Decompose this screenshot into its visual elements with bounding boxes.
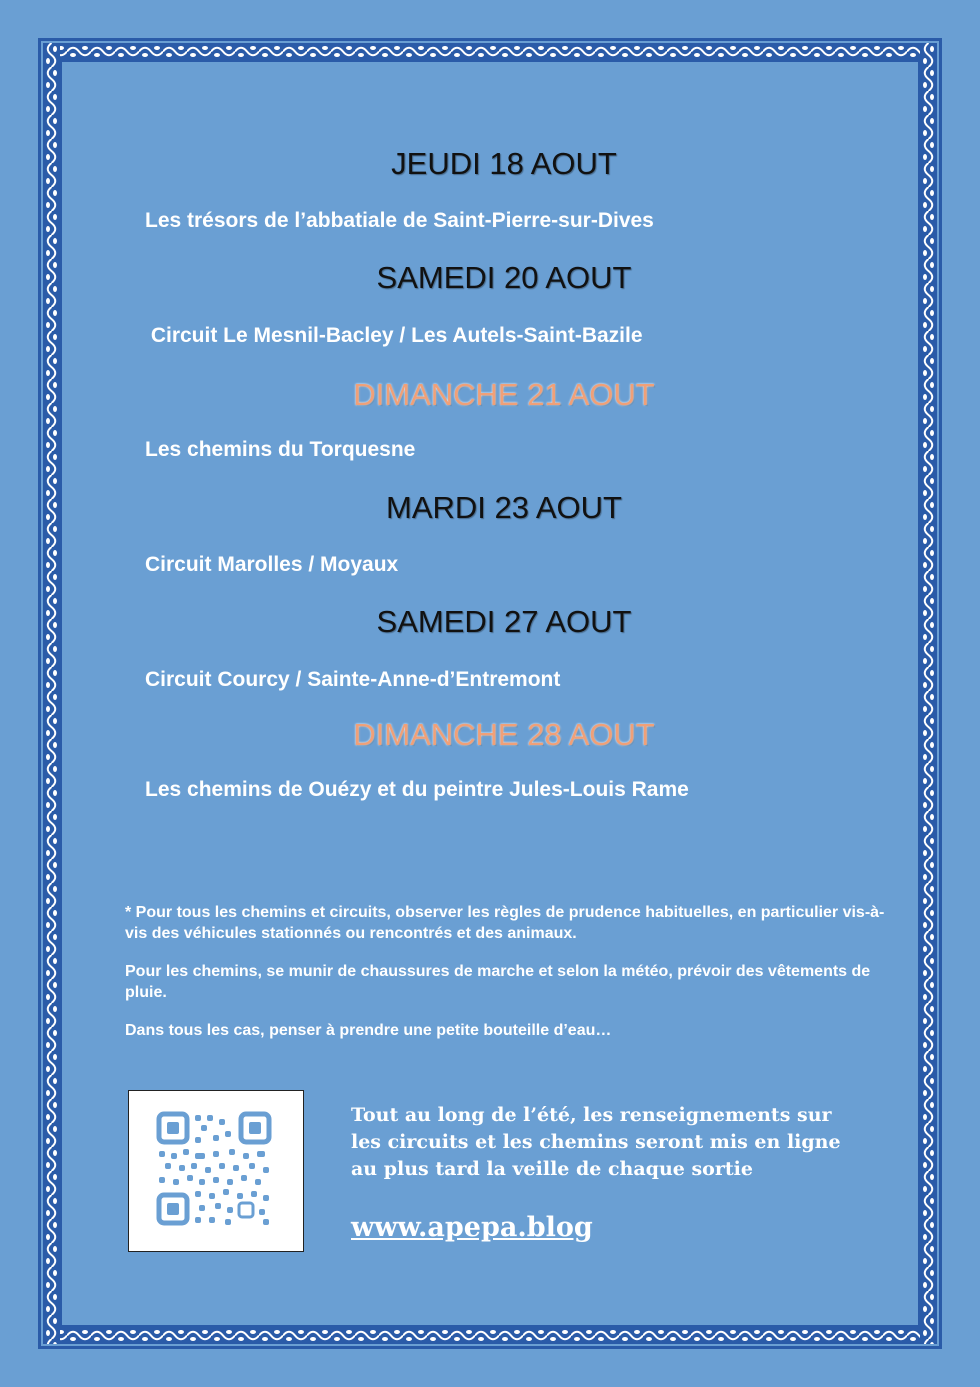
safety-note: * Pour tous les chemins et circuits, observer les règles de prudence habituelles, en particulier vis-à-vis des véhicules stationnés ou rencontrés et des animaux. [125,904,885,942]
event-description-5: Circuit Courcy / Sainte-Anne-d’Entremont [145,668,561,691]
qr-code-icon [129,1091,303,1251]
border-pattern-bottom [43,1327,937,1344]
event-description-1: Les trésors de l’abbatiale de Saint-Pierre-sur-Dives [145,209,654,232]
border-pattern-right [920,43,937,1344]
event-day-4: MARDI 23 AOUT [386,490,622,525]
event-day-6: DIMANCHE 28 AOUT [353,717,655,752]
water-note: Dans tous les cas, penser à prendre une petite bouteille d’eau… [125,1022,612,1039]
event-day-3: DIMANCHE 21 AOUT [353,377,655,412]
event-day-2: SAMEDI 20 AOUT [376,260,632,295]
qr-code[interactable] [128,1090,304,1252]
event-description-4: Circuit Marolles / Moyaux [145,553,399,576]
event-description-3: Les chemins du Torquesne [145,438,416,461]
website-link[interactable]: www.apepa.blog [351,1212,593,1243]
border-pattern-top [43,43,937,60]
notes-section [125,902,885,1058]
equipment-note: Pour les chemins, se munir de chaussures de marche et selon la météo, prévoir des vêtements de pluie. [125,963,871,1001]
event-description-2: Circuit Le Mesnil-Bacley / Les Autels-Saint-Bazile [145,324,643,347]
event-day-1: JEUDI 18 AOUT [391,146,617,181]
event-day-5: SAMEDI 27 AOUT [376,604,632,639]
info-text: Tout au long de l’été, les renseignements sur les circuits et les chemins seront mis en ligne au plus tard la veille de chaque sortie [351,1104,841,1180]
border-pattern-left [43,43,60,1344]
event-description-6: Les chemins de Ouézy et du peintre Jules-Louis Rame [145,778,689,801]
